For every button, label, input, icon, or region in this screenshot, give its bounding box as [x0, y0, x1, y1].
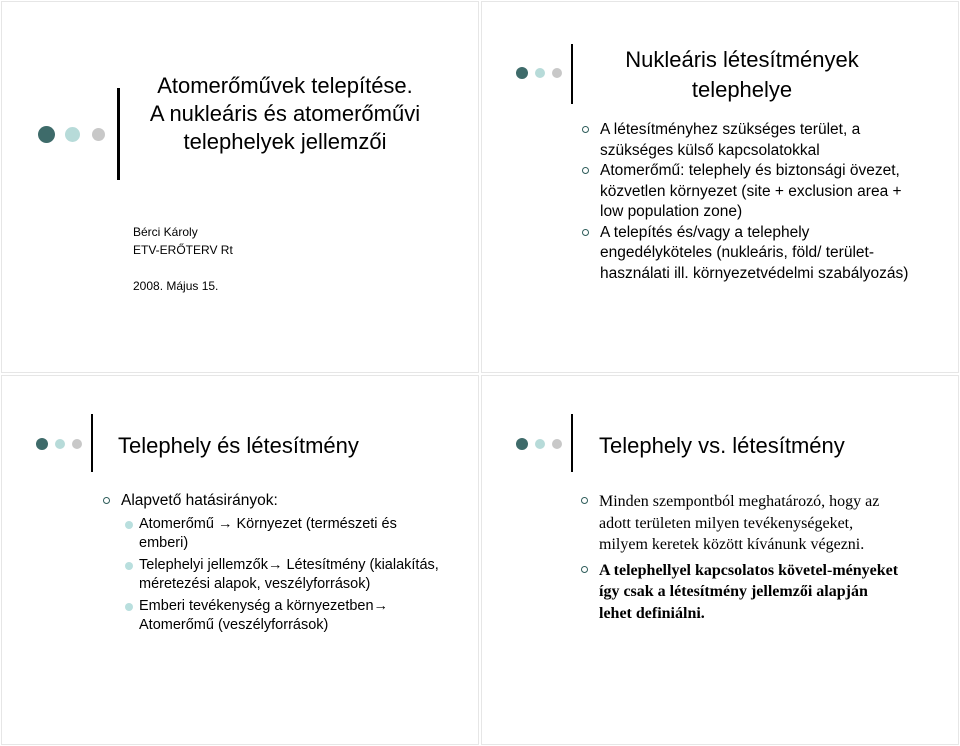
list-item: Alapvető hatásirányok: Atomerőmű → Környezet (természeti és emberi) Telephelyi jellemzők→ Létesítmény (kialakítás, méretezési alapok, veszélyforrások) Emberi tevékenység a környezetben→ Atomerőmű (veszélyforrások): [121, 491, 441, 636]
bullet-list: [600, 120, 925, 284]
title-line-2: A nukleáris és atomerőművi: [149, 101, 421, 126]
light-dot-icon: [535, 68, 545, 78]
gray-dot-icon: [72, 439, 82, 449]
dark-dot-icon: [516, 67, 528, 79]
bullet-ring-icon: [103, 497, 110, 504]
list-item: A telephellyel kapcsolatos követel-ményeket így csak a létesítmény jellemzői alapján lehet definiálni.: [599, 560, 904, 625]
slide-title: Telephely vs. létesítmény: [599, 433, 845, 458]
slide-title-line-2: telephelye: [691, 77, 793, 102]
sub-bullet-icon: [125, 562, 133, 570]
list-item: A telepítés és/vagy a telephely engedélyköteles (nukleáris, föld/ terület-használati ill. környezetvédelmi szabályozás): [600, 223, 925, 285]
company-name: ETV-ERŐTERV Rt: [133, 243, 233, 257]
dark-dot-icon: [38, 126, 55, 143]
bullet-ring-icon: [582, 229, 589, 236]
light-dot-icon: [535, 439, 545, 449]
gray-dot-icon: [552, 439, 562, 449]
slide-1: [1, 1, 479, 373]
slide-title: [582, 45, 902, 105]
bullet-list: [121, 491, 441, 636]
sub-bullet-icon: [125, 603, 133, 611]
slide-3: [1, 375, 479, 745]
sub-list-item: Emberi tevékenység a környezetben→ Atomerőmű (veszélyforrások): [139, 597, 441, 636]
author-name: Bérci Károly: [133, 225, 198, 239]
bullet-list: [599, 491, 904, 624]
bullet-ring-icon: [581, 566, 588, 573]
bullet-ring-icon: [582, 167, 589, 174]
title-divider: [571, 44, 573, 104]
slide-title-line-1: Nukleáris létesítmények: [625, 47, 859, 72]
bullet-ring-icon: [581, 497, 588, 504]
presentation-title: [120, 72, 450, 156]
list-item: Minden szempontból meghatározó, hogy az adott területen milyen tevékenységeket, milyem keretek között kívánunk végezni.: [599, 491, 904, 556]
light-dot-icon: [55, 439, 65, 449]
slide-4: [481, 375, 959, 745]
list-item: A létesítményhez szükséges terület, a szükséges külső kapcsolatokkal: [600, 120, 925, 161]
dark-dot-icon: [36, 438, 48, 450]
light-dot-icon: [65, 127, 80, 142]
dark-dot-icon: [516, 438, 528, 450]
gray-dot-icon: [552, 68, 562, 78]
slide-2: [481, 1, 959, 373]
sub-list-item: Atomerőmű → Környezet (természeti és emberi): [139, 515, 441, 554]
list-item: Atomerőmű: telephely és biztonsági övezet, közvetlen környezet (site + exclusion area + low population zone): [600, 161, 925, 223]
title-divider: [571, 414, 573, 472]
title-line-3: telephelyek jellemzői: [183, 129, 387, 154]
presentation-date: 2008. Május 15.: [133, 279, 219, 293]
title-line-1: Atomerőművek telepítése.: [157, 73, 413, 98]
sub-list: [121, 515, 441, 636]
sub-list-item: Telephelyi jellemzők→ Létesítmény (kialakítás, méretezési alapok, veszélyforrások): [139, 556, 441, 595]
title-divider: [91, 414, 93, 472]
bullet-ring-icon: [582, 126, 589, 133]
gray-dot-icon: [92, 128, 105, 141]
sub-bullet-icon: [125, 521, 133, 529]
slide-title: Telephely és létesítmény: [118, 433, 359, 458]
